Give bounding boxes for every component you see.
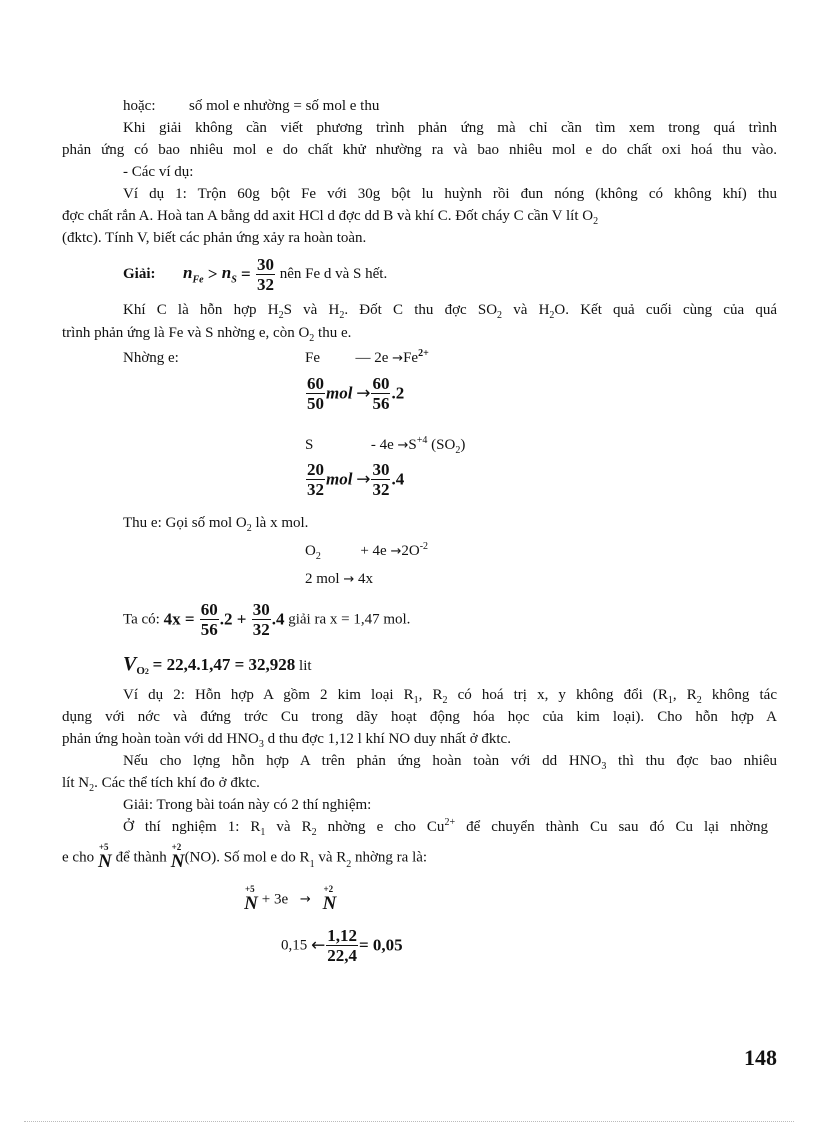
arrow-right-icon: → [299,891,311,907]
formula-line: Giải: $n_{Fe} > n_S$ = $\frac{30}{32}$ nên Fe d và S hết. [123,255,388,295]
fraction: $\frac{30}{32}$ [372,460,390,500]
text-line: lít $N_2$. Các thể tích khí đo ở đktc. [62,775,260,794]
label: Giải: [123,266,156,282]
formula-line: $\frac{60}{50}$ mol → $\frac{60}{56}$ .2 [307,374,405,414]
nitrogen-symbol: +5 N [244,884,258,915]
text-line: phản ứng hoàn toàn với dd $HNO_3$ d thu đợc 1,12 l khí NO duy nhất ở đktc. [62,731,511,750]
fraction: $\frac{30}{32}$ [256,255,274,295]
fraction: $\frac{60}{50}$ [307,374,324,414]
fraction: $\frac{60}{56}$ [372,374,390,414]
fraction: $\frac{60}{56}$ [200,600,218,640]
arrow-right-icon: → [397,438,409,453]
text-line [123,97,379,115]
text-line: Khí C là hỗn hợp $H_2S$ và $H_2$. Đốt C thu đợc $SO_2$ và $H_2O$. Kết quả cuối cùng của quá [123,302,777,321]
formula-line: e cho +5 N để thành +2 N(NO). Số mol e do $R_1$ và $R_2$ nhờng ra là: [62,842,428,873]
fraction: $\frac{20}{32}$ [307,460,324,500]
text: đợc chất rắn A. Hoà tan A bằng dd axit HCl d đợc dd B và khí C. Đốt cháy C cần V lít O [62,208,594,224]
fraction: $\frac{1,12}{22,4}$ [327,926,357,966]
arrow-right-icon: → [343,572,355,587]
text-line: trình phản ứng là Fe và S nhờng e, còn $O_2$ thu e. [62,325,352,344]
half-reaction: +5 N + 3e → +2 N [244,884,337,915]
text-line: 2 mol → 4x [305,571,373,587]
footer-divider [24,1121,794,1122]
nitrogen-symbol: +2 N [322,884,337,915]
text-line: Thu e: Gọi số mol $O_2$ là x mol. [123,515,309,534]
arrow-right-icon: → [392,351,404,366]
text-line: Giải: Trong bài toán này có 2 thí nghiệm: [123,797,372,813]
text-line: (đktc). Tính V, biết các phản ứng xảy ra hoàn toàn. [62,230,367,246]
text-line: Ví dụ 2: Hỗn hợp A gồm 2 kim loại $R_1$, $R_2$ có hoá trị x, y không đổi ($R_1$, $R_2$ không tác [123,687,777,706]
text-line: phản ứng có bao nhiêu mol e do chất khử nhường ra và bao nhiêu mol e do chất oxi hoá thu vào. [62,142,777,158]
text-line: đợc chất rắn A. Hoà tan A bằng dd axit HCl d đợc dd B và khí C. Đốt cháy C cần V lít $O_2$ [62,208,599,227]
fraction: $\frac{30}{32}$ [252,600,270,640]
nitrogen-symbol: +5 N [97,842,112,873]
text-line: Nhờng e: [123,350,179,366]
arrow-right-icon: → [356,383,371,404]
arrow-right-icon: → [390,544,402,559]
formula-line: 0,15 ← $\frac{1,12}{22,4}$ = 0,05 [281,926,403,966]
page-number: 148 [744,1045,777,1070]
text: nên Fe d và S hết. [279,266,388,282]
arrow-left-icon: ← [311,935,326,956]
text-line: dụng với nớc và đứng trớc Cu trong dãy hoạt động hóa học của kim loại). Cho hỗn hợp A [62,709,777,725]
text-line: Ví dụ 1: Trộn 60g bột Fe với 30g bột lu huỳnh rồi đun nóng (không có không khí) thu [123,186,777,202]
nitrogen-symbol: +2 N [170,842,185,873]
text: số mol e nhường = số mol e thu [188,98,380,114]
half-reaction: $O_2 + 4e \to 2O^{-2}$ [305,541,429,562]
text-line: Nếu cho lợng hỗn hợp A trên phản ứng hoàn toàn với dd $HNO_3$ thì thu đợc bao nhiêu [123,753,777,772]
arrow-right-icon: → [356,469,371,490]
half-reaction: Fe — $2e \to Fe^{2+}$ [305,348,429,366]
text: hoặc: [123,98,156,114]
half-reaction: $S - 4e \to S^{+4}$ $(SO_2)$ [305,435,466,456]
formula-line: $\frac{20}{32}$ mol → $\frac{30}{32}$ .4 [307,460,405,500]
formula-line: $V_{O2} = 22,4.1,47 = 32,928$ lit [123,653,312,677]
text-line: - Các ví dụ: [123,164,194,180]
text-line: Ở thí nghiệm 1: $R_1$ và $R_2$ nhờng e cho $Cu^{2+}$ để chuyển thành Cu sau đó Cu lại nhờng [123,817,768,838]
formula-line: Ta có: 4x = $\frac{60}{56}$ .2 + $\frac{30}{32}$ .4 giải ra x = 1,47 mol. [123,600,411,640]
text-line: Khi giải không cần viết phương trình phản ứng mà chỉ cần tìm xem trong quá trình [123,120,777,136]
